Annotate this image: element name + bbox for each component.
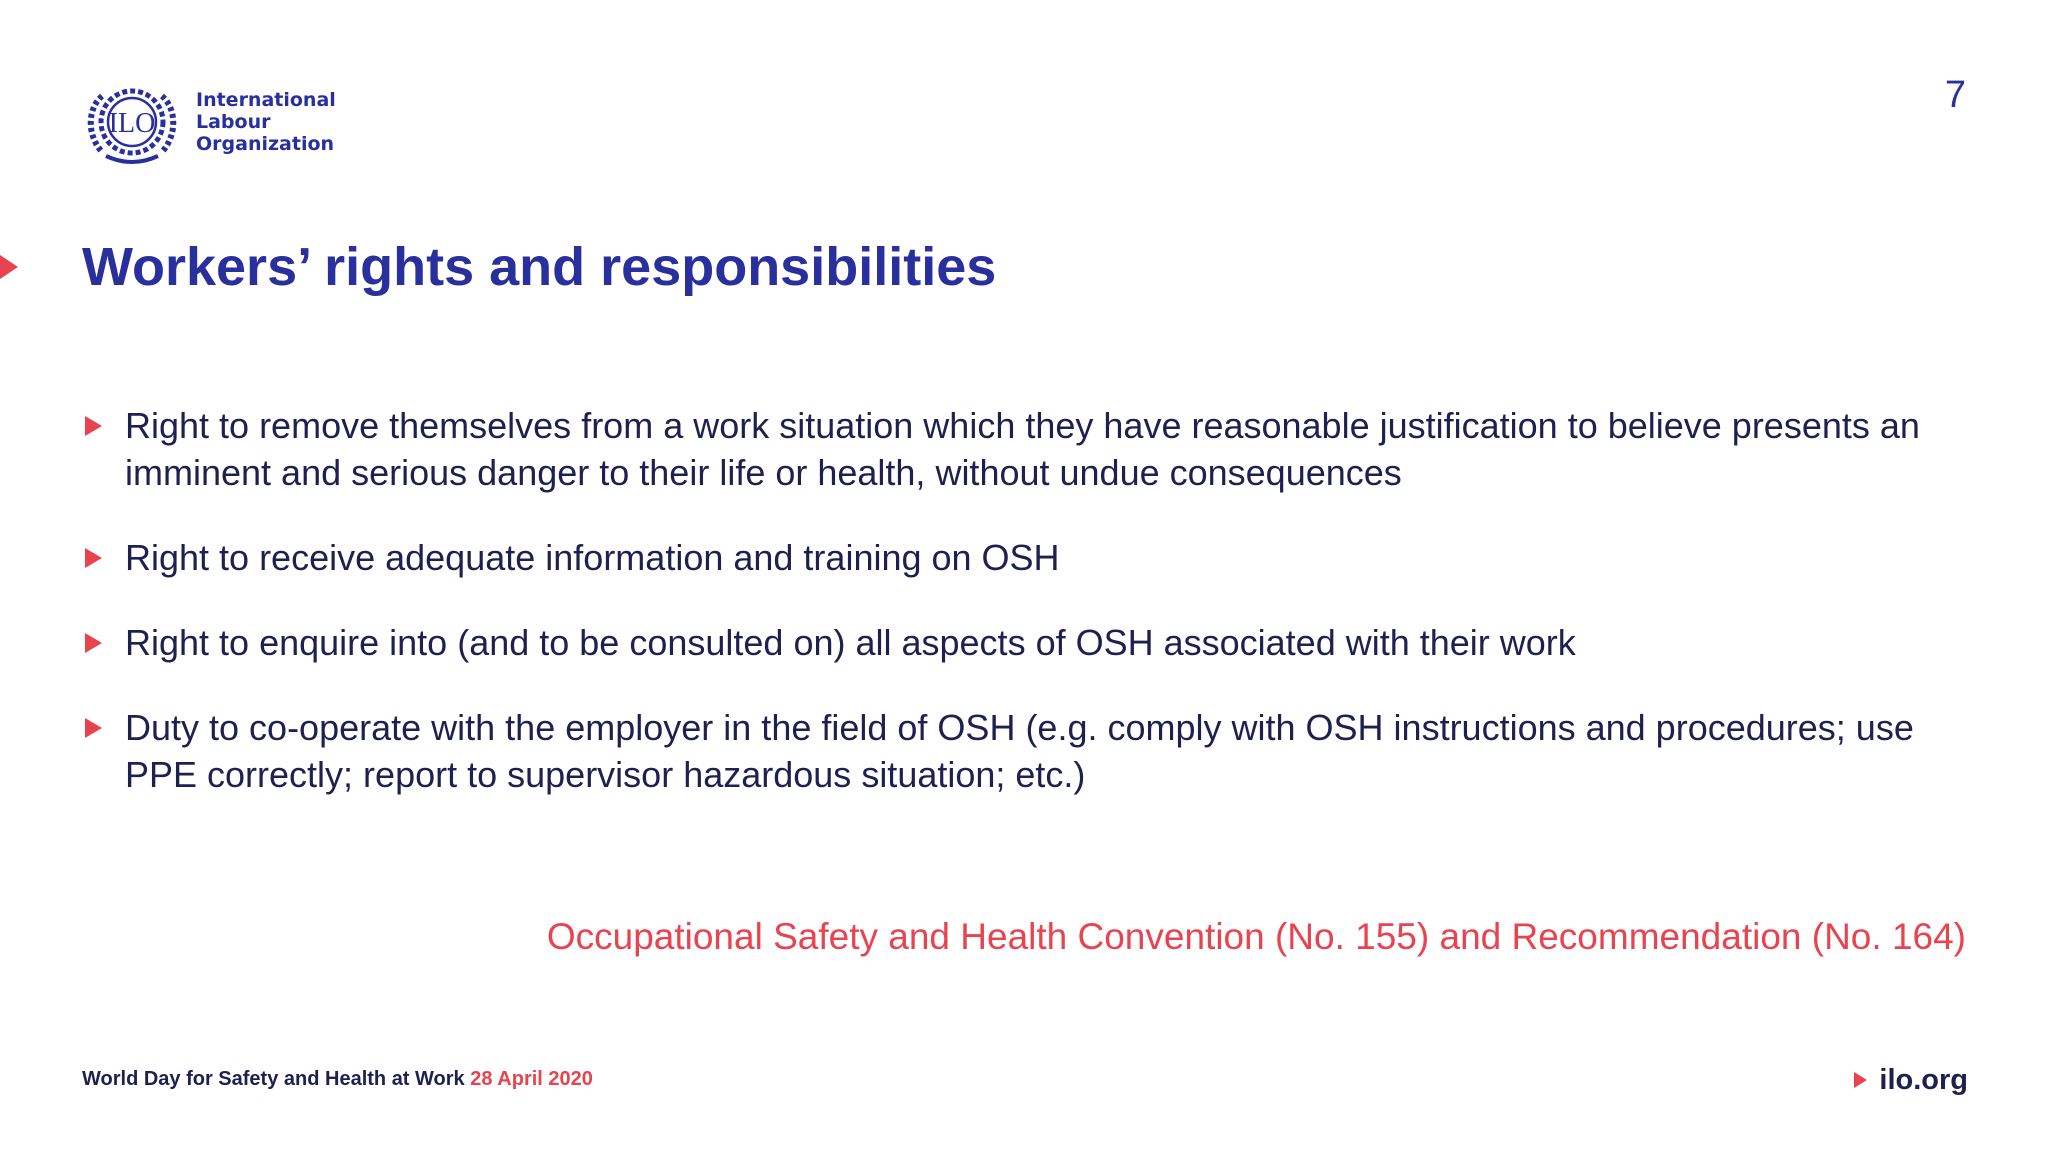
section-marker-icon bbox=[0, 255, 18, 279]
bullet-arrow-icon bbox=[85, 416, 102, 436]
convention-reference: Occupational Safety and Health Convention (No. 155) and Recommendation (No. 164) bbox=[546, 916, 1966, 957]
list-item bbox=[82, 534, 1972, 581]
bullet-text: Right to receive adequate information and training on OSH bbox=[125, 537, 1060, 578]
org-name-line: Organization bbox=[196, 133, 335, 155]
list-item bbox=[82, 619, 1972, 666]
bullet-arrow-icon bbox=[85, 548, 102, 568]
page-number: 7 bbox=[1944, 74, 1966, 116]
bullet-arrow-icon bbox=[85, 718, 102, 738]
bullet-list bbox=[82, 402, 1972, 836]
ilo-logo-icon bbox=[80, 78, 184, 168]
org-name-line: International bbox=[196, 89, 336, 111]
footer-event bbox=[82, 1068, 593, 1091]
svg-text:ILO: ILO bbox=[108, 108, 156, 139]
list-item bbox=[82, 704, 1972, 798]
bullet-arrow-icon bbox=[85, 633, 102, 653]
footer-date: 28 April 2020 bbox=[470, 1068, 593, 1090]
org-name-line: Labour bbox=[196, 111, 271, 133]
footer-event-name: World Day for Safety and Health at Work bbox=[82, 1068, 465, 1090]
website-link[interactable] bbox=[1854, 1064, 1968, 1097]
bullet-text: Right to enquire into (and to be consulted on) all aspects of OSH associated with their work bbox=[125, 622, 1576, 663]
bullet-text: Duty to co-operate with the employer in the field of OSH (e.g. comply with OSH instructions and procedures; use PPE correctly; report to supervisor hazardous situation; etc.) bbox=[125, 707, 1914, 795]
link-arrow-icon bbox=[1854, 1072, 1867, 1088]
slide-title: Workers’ rights and responsibilities bbox=[82, 237, 997, 297]
list-item bbox=[82, 402, 1972, 496]
org-name bbox=[196, 89, 336, 155]
bullet-text: Right to remove themselves from a work situation which they have reasonable justification to believe presents an imminent and serious danger to their life or health, without undue consequences bbox=[125, 405, 1920, 493]
website-text: ilo.org bbox=[1879, 1064, 1968, 1096]
